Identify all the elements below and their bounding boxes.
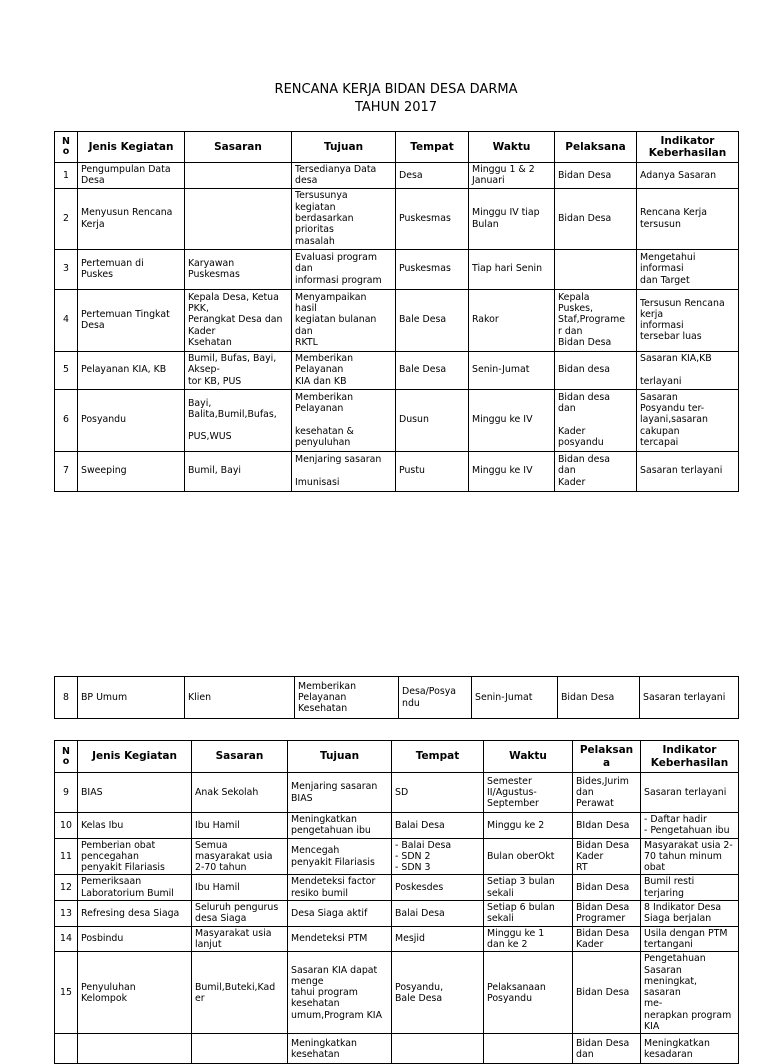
cell-tempat	[392, 1034, 484, 1064]
cell-tempat: Desa/Posya ndu	[399, 677, 472, 719]
table-row	[55, 188, 739, 249]
cell-waktu: Senin-Jumat	[472, 677, 558, 719]
header-no: N o	[55, 132, 78, 163]
cell-no: 13	[55, 901, 78, 927]
cell-sasaran: Semua masyarakat usia 2-70 tahun	[192, 838, 288, 875]
cell-no: 10	[55, 813, 78, 839]
cell-tujuan: Tersusunya kegiatan berdasarkan prioritas masalah	[292, 188, 396, 249]
cell-pelaksana	[555, 249, 637, 289]
cell-sasaran: Bumil, Bayi	[185, 451, 292, 491]
cell-tempat: Posyandu, Bale Desa	[392, 952, 484, 1034]
header-tujuan: Tujuan	[292, 132, 396, 163]
cell-indikator: Pengetahuan Sasaran meningkat, sasaran me- nerapkan program KIA	[641, 952, 739, 1034]
cell-jenis-kegiatan: BIAS	[78, 773, 192, 813]
header-jenis-kegiatan: Jenis Kegiatan	[78, 741, 192, 773]
cell-tujuan: Meningkatkan pengetahuan ibu	[288, 813, 392, 839]
table-row	[55, 389, 739, 451]
header-pelaksana: Pelaksana	[555, 132, 637, 163]
cell-waktu: Minggu 1 & 2 Januari	[469, 163, 555, 189]
header-sasaran: Sasaran	[185, 132, 292, 163]
cell-tujuan: Menjaring sasaran Imunisasi	[292, 451, 396, 491]
header-indikator: Indikator Keberhasilan	[637, 132, 739, 163]
cell-jenis-kegiatan: Pertemuan di Puskes	[78, 249, 185, 289]
cell-tujuan: Tersedianya Data desa	[292, 163, 396, 189]
header-tempat: Tempat	[396, 132, 469, 163]
cell-waktu: Pelaksanaan Posyandu	[484, 952, 573, 1034]
cell-no	[55, 1034, 78, 1064]
cell-waktu: Minggu ke IV	[469, 451, 555, 491]
cell-pelaksana: Bidan Desa Kader	[573, 926, 641, 952]
cell-tujuan: Mendeteksi PTM	[288, 926, 392, 952]
cell-jenis-kegiatan: Pengumpulan Data Desa	[78, 163, 185, 189]
cell-waktu: Setiap 3 bulan sekali	[484, 875, 573, 901]
table-row	[55, 926, 739, 952]
table-row	[55, 351, 739, 389]
cell-sasaran: Karyawan Puskesmas	[185, 249, 292, 289]
cell-waktu: Senin-Jumat	[469, 351, 555, 389]
cell-pelaksana: Bidan Desa	[573, 952, 641, 1034]
cell-indikator: 8 Indikator Desa Siaga berjalan	[641, 901, 739, 927]
cell-no: 5	[55, 351, 78, 389]
table-row	[55, 875, 739, 901]
cell-tujuan: Memberikan Pelayanan Kesehatan	[295, 677, 399, 719]
cell-tempat: Poskesdes	[392, 875, 484, 901]
cell-tempat: Mesjid	[392, 926, 484, 952]
cell-tempat: Balai Desa	[392, 813, 484, 839]
cell-jenis-kegiatan: Sweeping	[78, 451, 185, 491]
cell-tujuan: Evaluasi program dan informasi program	[292, 249, 396, 289]
table-row	[55, 901, 739, 927]
cell-indikator: Rencana Kerja tersusun	[637, 188, 739, 249]
work-plan-table-1	[54, 131, 739, 492]
cell-pelaksana: Bidan desa dan Kader posyandu	[555, 389, 637, 451]
cell-pelaksana: Bides,Jurim dan Perawat	[573, 773, 641, 813]
table-row	[55, 773, 739, 813]
document-title: RENCANA KERJA BIDAN DESA DARMA	[274, 82, 518, 97]
cell-sasaran	[185, 163, 292, 189]
cell-tempat: - Balai Desa - SDN 2 - SDN 3	[392, 838, 484, 875]
header-waktu: Waktu	[469, 132, 555, 163]
cell-waktu	[484, 1034, 573, 1064]
header-jenis-kegiatan: Jenis Kegiatan	[78, 132, 185, 163]
cell-sasaran: Masyarakat usia lanjut	[192, 926, 288, 952]
cell-indikator: Mengetahui informasi dan Target	[637, 249, 739, 289]
cell-waktu: Semester II/Agustus- September	[484, 773, 573, 813]
header-row	[55, 132, 739, 163]
cell-pelaksana: Bidan Desa Kader RT	[573, 838, 641, 875]
cell-no: 11	[55, 838, 78, 875]
cell-pelaksana: Bidan Desa Programer	[573, 901, 641, 927]
cell-jenis-kegiatan	[78, 1034, 192, 1064]
cell-sasaran: Ibu Hamil	[192, 875, 288, 901]
cell-waktu: Rakor	[469, 289, 555, 351]
cell-no: 6	[55, 389, 78, 451]
cell-tujuan: Menjaring sasaran BIAS	[288, 773, 392, 813]
cell-waktu: Setiap 6 bulan sekali	[484, 901, 573, 927]
cell-sasaran	[192, 1034, 288, 1064]
cell-tujuan: Mencegah penyakit Filariasis	[288, 838, 392, 875]
cell-indikator: Meningkatkan kesadaran	[641, 1034, 739, 1064]
cell-no: 7	[55, 451, 78, 491]
cell-tujuan: Meningkatkan kesehatan	[288, 1034, 392, 1064]
cell-pelaksana: Bidan Desa dan	[573, 1034, 641, 1064]
cell-indikator: Sasaran terlayani	[637, 451, 739, 491]
cell-pelaksana: BIdan Desa	[573, 813, 641, 839]
table-row	[55, 1034, 739, 1064]
cell-indikator: Sasaran terlayani	[641, 773, 739, 813]
cell-jenis-kegiatan: Pelayanan KIA, KB	[78, 351, 185, 389]
cell-indikator: Masyarakat usia 2- 70 tahun minum obat	[641, 838, 739, 875]
work-plan-table-3	[54, 740, 739, 1064]
cell-indikator: Sasaran terlayani	[640, 677, 739, 719]
cell-tempat: Dusun	[396, 389, 469, 451]
cell-indikator: Bumil resti terjaring	[641, 875, 739, 901]
header-no: N o	[55, 741, 78, 773]
cell-sasaran: Anak Sekolah	[192, 773, 288, 813]
header-pelaksana: Pelaksan a	[573, 741, 641, 773]
cell-waktu: Tiap hari Senin	[469, 249, 555, 289]
cell-indikator: Tersusun Rencana kerja informasi tersebar luas	[637, 289, 739, 351]
cell-sasaran: Bumil,Buteki,Kad er	[192, 952, 288, 1034]
cell-indikator: Sasaran Posyandu ter- layani,sasaran cakupan tercapai	[637, 389, 739, 451]
table-row	[55, 451, 739, 491]
cell-pelaksana: Bidan Desa	[555, 188, 637, 249]
cell-no: 14	[55, 926, 78, 952]
cell-no: 1	[55, 163, 78, 189]
cell-pelaksana: Kepala Puskes, Staf,Programe r dan Bidan Desa	[555, 289, 637, 351]
header-indikator: Indikator Keberhasilan	[641, 741, 739, 773]
cell-sasaran: Bumil, Bufas, Bayi, Aksep- tor KB, PUS	[185, 351, 292, 389]
cell-no: 3	[55, 249, 78, 289]
cell-tempat: Pustu	[396, 451, 469, 491]
cell-waktu: Minggu ke 2	[484, 813, 573, 839]
cell-tujuan: Sasaran KIA dapat menge tahui program kesehatan umum,Program KIA	[288, 952, 392, 1034]
cell-no: 8	[55, 677, 78, 719]
cell-waktu: Minggu IV tiap Bulan	[469, 188, 555, 249]
cell-waktu: Minggu ke 1 dan ke 2	[484, 926, 573, 952]
cell-jenis-kegiatan: Posbindu	[78, 926, 192, 952]
cell-tempat: Balai Desa	[392, 901, 484, 927]
cell-pelaksana: Bidan desa	[555, 351, 637, 389]
cell-no: 9	[55, 773, 78, 813]
cell-indikator: Sasaran KIA,KB terlayani	[637, 351, 739, 389]
cell-tujuan: Memberikan Pelayanan kesehatan & penyuluhan	[292, 389, 396, 451]
cell-tempat: SD	[392, 773, 484, 813]
cell-sasaran: Seluruh pengurus desa Siaga	[192, 901, 288, 927]
table-row	[55, 952, 739, 1034]
cell-no: 4	[55, 289, 78, 351]
cell-tujuan: Menyampaikan hasil kegiatan bulanan dan RKTL	[292, 289, 396, 351]
cell-tempat: Puskesmas	[396, 249, 469, 289]
cell-indikator: Usila dengan PTM tertangani	[641, 926, 739, 952]
cell-sasaran: Kepala Desa, Ketua PKK, Perangkat Desa dan Kader Ksehatan	[185, 289, 292, 351]
cell-pelaksana: Bidan Desa	[558, 677, 640, 719]
cell-indikator: - Daftar hadir - Pengetahuan ibu	[641, 813, 739, 839]
cell-sasaran: Bayi, Balita,Bumil,Bufas, PUS,WUS	[185, 389, 292, 451]
cell-jenis-kegiatan: Pertemuan Tingkat Desa	[78, 289, 185, 351]
header-tempat: Tempat	[392, 741, 484, 773]
cell-indikator: Adanya Sasaran	[637, 163, 739, 189]
cell-tujuan: Memberikan Pelayanan KIA dan KB	[292, 351, 396, 389]
cell-jenis-kegiatan: Posyandu	[78, 389, 185, 451]
cell-waktu: Minggu ke IV	[469, 389, 555, 451]
cell-tempat: Bale Desa	[396, 289, 469, 351]
header-sasaran: Sasaran	[192, 741, 288, 773]
cell-no: 12	[55, 875, 78, 901]
cell-tujuan: Desa Siaga aktif	[288, 901, 392, 927]
table-row	[55, 813, 739, 839]
header-row	[55, 741, 739, 773]
header-waktu: Waktu	[484, 741, 573, 773]
cell-tempat: Bale Desa	[396, 351, 469, 389]
header-tujuan: Tujuan	[288, 741, 392, 773]
cell-pelaksana: Bidan Desa	[555, 163, 637, 189]
cell-sasaran: Klien	[185, 677, 295, 719]
cell-jenis-kegiatan: Kelas Ibu	[78, 813, 192, 839]
cell-sasaran	[185, 188, 292, 249]
cell-jenis-kegiatan: Refresing desa Siaga	[78, 901, 192, 927]
cell-jenis-kegiatan: BP Umum	[78, 677, 185, 719]
cell-waktu: Bulan oberOkt	[484, 838, 573, 875]
cell-jenis-kegiatan: Pemeriksaan Laboratorium Bumil	[78, 875, 192, 901]
cell-jenis-kegiatan: Pemberian obat pencegahan penyakit Filariasis	[78, 838, 192, 875]
table-row	[55, 163, 739, 189]
cell-no: 15	[55, 952, 78, 1034]
cell-tujuan: Mendeteksi factor resiko bumil	[288, 875, 392, 901]
table-row	[55, 838, 739, 875]
cell-jenis-kegiatan: Menyusun Rencana Kerja	[78, 188, 185, 249]
cell-jenis-kegiatan: Penyuluhan Kelompok	[78, 952, 192, 1034]
table-row	[55, 249, 739, 289]
cell-tempat: Puskesmas	[396, 188, 469, 249]
document-year: TAHUN 2017	[354, 100, 438, 115]
cell-pelaksana: Bidan Desa	[573, 875, 641, 901]
cell-sasaran: Ibu Hamil	[192, 813, 288, 839]
work-plan-table-2	[54, 676, 739, 719]
table-row	[55, 289, 739, 351]
cell-tempat: Desa	[396, 163, 469, 189]
cell-no: 2	[55, 188, 78, 249]
table-row	[55, 677, 739, 719]
cell-pelaksana: Bidan desa dan Kader	[555, 451, 637, 491]
